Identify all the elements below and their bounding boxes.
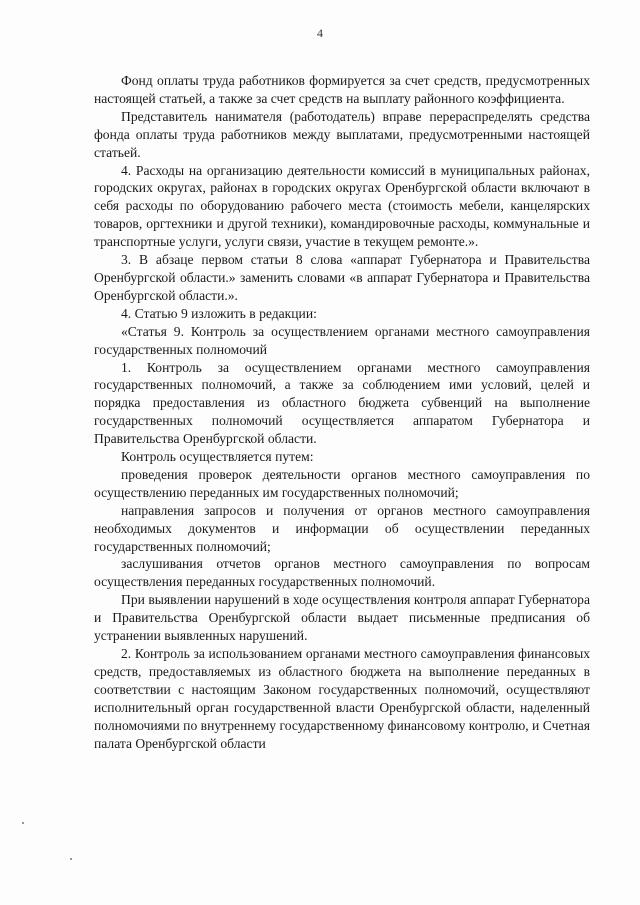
paragraph-article-9-intro: 4. Статью 9 изложить в редакции: <box>121 305 317 321</box>
paragraph-article-8-amendment: 3. В абзаце первом статьи 8 слова «аппарат Губернатора и Правительства Оренбургской области.» заменить словами «в аппарат Губернатора и Правительства Оренбургской области.». <box>94 252 590 303</box>
paragraph-reports: заслушивания отчетов органов местного самоуправления по вопросам осуществления переданных государственных полномочий. <box>94 556 590 590</box>
scan-speck <box>70 858 72 860</box>
scan-speck <box>22 822 24 824</box>
document-body <box>94 72 590 752</box>
paragraph-control-clause-2: 2. Контроль за использованием органами местного самоуправления финансовых средств, предоставляемых из областного бюджета на выполнение переданных в соответствии с настоящим Законом государственных полномочий, осуществляют исполнительный орган государственной власти Оренбургской области, наделенный полномочиями по внутреннему государственному финансовому контролю, и Счетная палата Оренбургской области <box>94 646 590 751</box>
article-9-heading: «Статья 9. Контроль за осуществлением органами местного самоуправления государственных полномочий <box>94 323 590 357</box>
paragraph-requests: направления запросов и получения от органов местного самоуправления необходимых документов и информации об осуществлении переданных государственных полномочий; <box>94 502 590 554</box>
paragraph-employer-redistribution: Представитель нанимателя (работодатель) вправе перераспределять средства фонда оплаты труда работников между выплатами, предусмотренными настоящей статьей. <box>94 108 590 160</box>
paragraph-control-clause-1: 1. Контроль за осуществлением органами местного самоуправления государственных полномочий, а также за соблюдением ими условий, целей и порядка предоставления из областного бюджета субвенций на выполнение государственных полномочий осуществляется аппаратом Губернатора и Правительства Оренбургской области. <box>94 359 590 447</box>
paragraph-control-methods: Контроль осуществляется путем: <box>121 449 314 465</box>
paragraph-violations: При выявлении нарушений в ходе осуществления контроля аппарат Губернатора и Правительства Оренбургской области выдает письменные предписания об устранении выявленных нарушений. <box>94 592 590 644</box>
paragraph-inspections: проведения проверок деятельности органов местного самоуправления по осуществлению переданных им государственных полномочий; <box>94 466 590 500</box>
page-number: 4 <box>317 26 323 40</box>
paragraph-wage-fund: Фонд оплаты труда работников формируется за счет средств, предусмотренных настоящей статьей, а также за счет средств на выплату районного коэффициента. <box>94 73 590 106</box>
paragraph-commission-expenses: 4. Расходы на организацию деятельности комиссий в муниципальных районах, городских округах, районах в городских округах Оренбургской области включают в себя расходы по оборудованию рабочего места (стоимость мебели, канцелярских товаров, оргтехники и другой техники), командировочные расходы, коммунальные и транспортные услуги, услуги связи, участие в текущем ремонте.». <box>94 162 590 250</box>
